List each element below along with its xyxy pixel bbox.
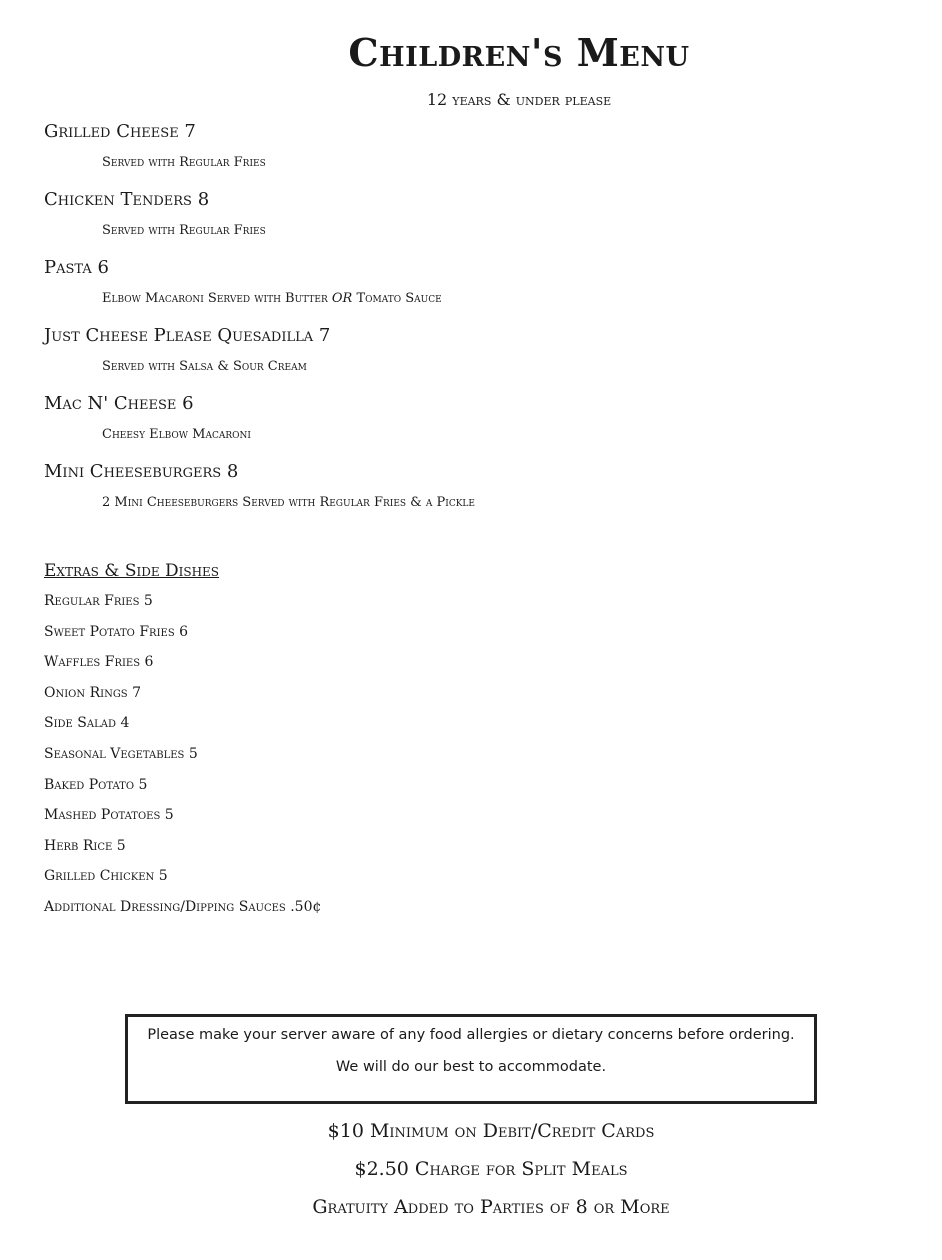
extras-section	[44, 560, 644, 929]
item-name: Just Cheese Please Quesadilla 7	[44, 325, 331, 346]
footer-line: Gratuity Added to Parties of 8 or More	[312, 1196, 670, 1218]
item-description: Served with Regular Fries	[102, 155, 266, 170]
menu-items	[44, 120, 864, 528]
menu-item	[44, 256, 864, 324]
item-name: Mac N' Cheese 6	[44, 393, 194, 414]
notice-line: Please make your server aware of any food allergies or dietary concerns before ordering.	[147, 1027, 795, 1043]
item-description: Served with Salsa & Sour Cream	[102, 359, 307, 374]
extra-item: Additional Dressing/Dipping Sauces .50¢	[44, 898, 322, 915]
footer-line: $2.50 Charge for Split Meals	[354, 1158, 628, 1180]
extra-item: Side Salad 4	[44, 715, 130, 732]
extra-item: Regular Fries 5	[44, 593, 153, 609]
item-name: Chicken Tenders 8	[44, 189, 210, 210]
extras-heading: Extras & Side Dishes	[44, 561, 220, 581]
extra-item: Waffles Fries 6	[44, 654, 154, 671]
extra-item: Baked Potato 5	[44, 776, 148, 793]
extra-item: Herb Rice 5	[44, 837, 126, 854]
menu-item	[44, 120, 864, 188]
item-description: Cheesy Elbow Macaroni	[102, 427, 251, 442]
item-description: 2 Mini Cheeseburgers Served with Regular Fries & a Pickle	[102, 495, 475, 510]
footer-line: $10 Minimum on Debit/Credit Cards	[327, 1120, 655, 1142]
extra-item: Grilled Chicken 5	[44, 868, 168, 885]
extra-item: Onion Rings 7	[44, 684, 142, 701]
allergy-notice	[125, 1014, 817, 1104]
page-title: Children's Menu	[348, 30, 690, 75]
extra-item: Sweet Potato Fries 6	[44, 623, 189, 640]
menu-item	[44, 324, 864, 392]
item-description: Elbow Macaroni Served with Butter OR Tomato Sauce	[102, 291, 442, 306]
menu-item	[44, 460, 864, 528]
extra-item: Seasonal Vegetables 5	[44, 745, 198, 762]
item-name: Pasta 6	[44, 257, 109, 278]
item-name: Mini Cheeseburgers 8	[44, 461, 239, 482]
item-name: Grilled Cheese 7	[44, 121, 196, 142]
extra-item: Mashed Potatoes 5	[44, 807, 174, 824]
menu-item	[44, 392, 864, 460]
menu-item	[44, 188, 864, 256]
page-subtitle: 12 years & under please	[426, 90, 612, 109]
item-description: Served with Regular Fries	[102, 223, 266, 238]
notice-line: We will do our best to accommodate.	[335, 1059, 607, 1075]
